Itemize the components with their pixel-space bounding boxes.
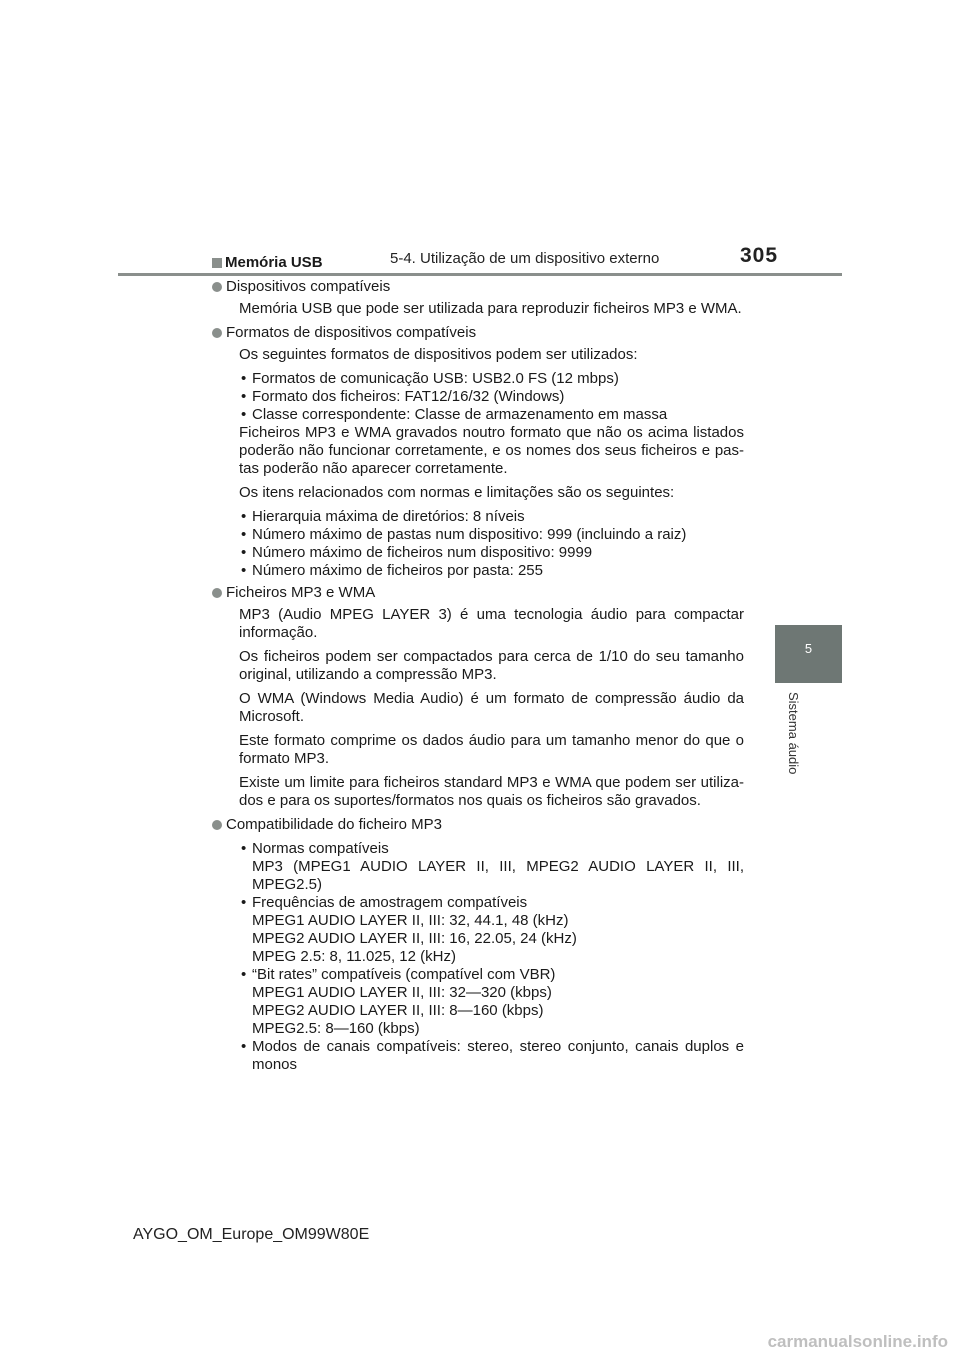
- paragraph: Ficheiros MP3 e WMA gravados noutro formato que não os acima listados poderão não funcionar corretamente, e os nomes dos seus ficheiros e pas-tas poderão não aparecer corretamente.: [239, 424, 744, 477]
- bullet-label: Dispositivos compatíveis: [226, 278, 391, 295]
- header-section-title: 5-4. Utilização de um dispositivo externo: [390, 250, 660, 267]
- chapter-number: 5: [804, 641, 813, 656]
- list-subline: MPEG 2.5: 8, 11.025, 12 (kHz): [252, 948, 456, 965]
- list-item: • Classe correspondente: Classe de armazenamento em massa: [212, 406, 744, 424]
- circle-bullet-icon: [212, 588, 222, 598]
- list-item: • Modos de canais compatíveis: stereo, stereo conjunto, canais duplos e monos: [212, 1038, 744, 1074]
- chapter-tab: [775, 625, 842, 683]
- list-subline: MPEG1 AUDIO LAYER II, III: 32, 44.1, 48 (kHz): [252, 912, 569, 929]
- paragraph: Os itens relacionados com normas e limitações são os seguintes:: [239, 484, 675, 501]
- format-list: [212, 370, 744, 424]
- page-content: [212, 254, 744, 1074]
- compat-list: [212, 840, 744, 1074]
- circle-bullet-icon: [212, 282, 222, 292]
- bullet-label: Compatibilidade do ficheiro MP3: [226, 816, 442, 833]
- paragraph: Os seguintes formatos de dispositivos podem ser utilizados:: [239, 346, 638, 363]
- list-subline: MPEG2 AUDIO LAYER II, III: 16, 22.05, 24 (kHz): [252, 930, 577, 947]
- list-item: • Hierarquia máxima de diretórios: 8 níveis: [212, 508, 744, 526]
- circle-bullet-icon: [212, 328, 222, 338]
- list-item: • Número máximo de ficheiros num dispositivo: 9999: [212, 544, 744, 562]
- bullet-label: Formatos de dispositivos compatíveis: [226, 324, 477, 341]
- page-number: 305: [740, 244, 779, 267]
- list-subline: MP3 (MPEG1 AUDIO LAYER II, III, MPEG2 AUDIO LAYER II, III, MPEG2.5): [252, 858, 744, 893]
- paragraph: Os ficheiros podem ser compactados para cerca de 1/10 do seu tamanho original, utilizando a compressão MP3.: [239, 648, 744, 683]
- square-bullet-icon: [212, 258, 222, 268]
- list-subline: MPEG1 AUDIO LAYER II, III: 32—320 (kbps): [252, 984, 552, 1001]
- list-item: • Número máximo de pastas num dispositivo: 999 (incluindo a raiz): [212, 526, 744, 544]
- paragraph: Memória USB que pode ser utilizada para reproduzir ficheiros MP3 e WMA.: [239, 300, 742, 317]
- bullet-label: Ficheiros MP3 e WMA: [226, 584, 376, 601]
- bullet-compatibilidade: [212, 816, 744, 834]
- paragraph: MP3 (Audio MPEG LAYER 3) é uma tecnologia áudio para compactar informação.: [239, 606, 744, 641]
- section-heading: [212, 254, 744, 272]
- list-item: • Frequências de amostragem compatíveis: [212, 894, 744, 912]
- chapter-title: Sistema áudio: [786, 692, 801, 775]
- circle-bullet-icon: [212, 820, 222, 830]
- list-item: • “Bit rates” compatíveis (compatível com VBR): [212, 966, 744, 984]
- list-item: • Formatos de comunicação USB: USB2.0 FS (12 mbps): [212, 370, 744, 388]
- section-title: Memória USB: [225, 254, 323, 271]
- bullet-formatos: [212, 324, 744, 342]
- list-subline: MPEG2 AUDIO LAYER II, III: 8—160 (kbps): [252, 1002, 544, 1019]
- limits-list: [212, 508, 744, 580]
- list-item: • Normas compatíveis: [212, 840, 744, 858]
- list-item: • Número máximo de ficheiros por pasta: 255: [212, 562, 744, 580]
- watermark: carmanualsonline.info: [767, 1332, 948, 1351]
- paragraph: O WMA (Windows Media Audio) é um formato de compressão áudio da Microsoft.: [239, 690, 744, 725]
- paragraph: Este formato comprime os dados áudio para um tamanho menor do que o formato MP3.: [239, 732, 744, 767]
- bullet-mp3-wma: [212, 584, 744, 602]
- paragraph: Existe um limite para ficheiros standard MP3 e WMA que podem ser utiliza-dos e para os suportes/formatos nos quais os ficheiros são gravados.: [239, 774, 744, 809]
- document-code: AYGO_OM_Europe_OM99W80E: [133, 1226, 370, 1243]
- list-item: • Formato dos ficheiros: FAT12/16/32 (Windows): [212, 388, 744, 406]
- list-subline: MPEG2.5: 8—160 (kbps): [252, 1020, 420, 1037]
- bullet-dispositivos: [212, 278, 744, 296]
